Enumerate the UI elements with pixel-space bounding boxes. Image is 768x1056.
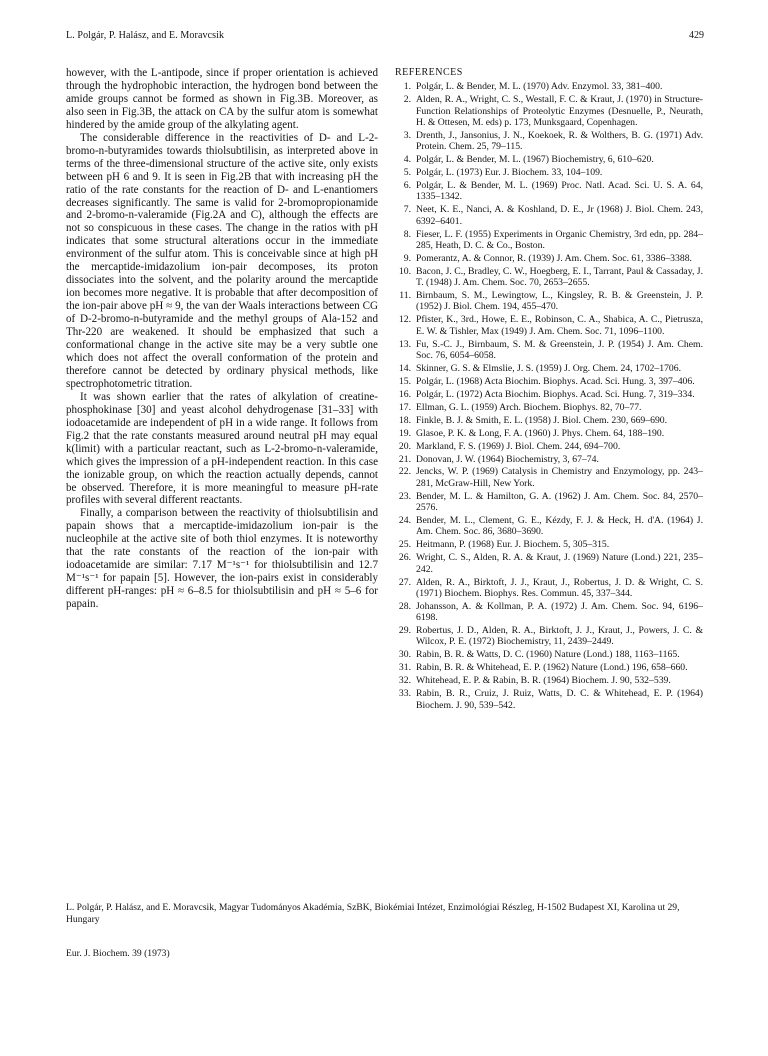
reference-number: 25.	[398, 539, 411, 551]
body-text-column	[66, 67, 378, 611]
reference-item	[395, 662, 703, 673]
reference-number: 7.	[403, 204, 411, 216]
reference-item	[395, 441, 703, 452]
reference-item	[395, 402, 703, 413]
reference-item	[395, 266, 703, 289]
reference-number: 9.	[403, 252, 411, 264]
reference-text: Alden, R. A., Birktoft, J. J., Kraut, J., Robertus, J. D. & Wright, C. S. (1971) Biochem. Biophys. Res. Commun. 45, 337–344.	[416, 576, 703, 599]
reference-item	[395, 552, 703, 575]
reference-text: Bender, M. L., Clement, G. E., Kézdy, F. J. & Heck, H. d'A. (1964) J. Am. Chem. Soc. 86, 3680–3690.	[416, 515, 703, 538]
body-paragraph: however, with the L-antipode, since if proper orientation is achieved through the hydrophobic interaction, the hydrogen bond between the amide groups cannot be formed as shown in Fig.3B. Moreover, as also seen in Fig.3B, the attack on CA by the sulfur atom is somewhat hindered by the amide group of the alkylating agent.	[66, 67, 378, 131]
reference-item	[395, 577, 703, 600]
reference-text: Wright, C. S., Alden, R. A. & Kraut, J. (1969) Nature (Lond.) 221, 235–242.	[416, 552, 703, 575]
reference-text: Polgár, L. & Bender, M. L. (1970) Adv. Enzymol. 33, 381–400.	[416, 81, 663, 93]
reference-text: Ellman, G. L. (1959) Arch. Biochem. Biophys. 82, 70–77.	[416, 401, 642, 413]
reference-item	[395, 154, 703, 165]
reference-number: 17.	[398, 401, 411, 413]
author-affiliation: L. Polgár, P. Halász, and E. Moravcsik, Magyar Tudományos Akadémia, SzBK, Biokémiai Intézet, Enzimológiai Részleg, H-1502 Budapest XI, Karolina ut 29, Hungary	[66, 902, 680, 925]
reference-item	[395, 229, 703, 252]
body-paragraph: Finally, a comparison between the reactivity of thiolsubtilisin and papain shows that a mercaptide-imidazolium ion-pair is the nucleophile at the active site of both thiol enzymes. It is noteworthy that the rate constants of the reaction of the ion-pair with iodoacetamide are similar: 7.17 M⁻¹s⁻¹ for thiolsubtilisin and 12.7 M⁻¹s⁻¹ for papain [5]. However, the ion-pairs exist in considerably different pH-ranges: pH ≈ 6–8.5 for thiolsubtilisin and pH ≈ 5–6 for papain.	[66, 507, 378, 611]
reference-item	[395, 688, 703, 711]
reference-text: Rabin, B. R., Cruiz, J. Ruiz, Watts, D. C. & Whitehead, E. P. (1964) Biochem. J. 90, 539–542.	[416, 688, 703, 711]
reference-number: 5.	[403, 167, 411, 179]
reference-text: Robertus, J. D., Alden, R. A., Birktoft, J. J., Kraut, J., Powers, J. C. & Wilcox, P. E. (1972) Biochemistry, 11, 2439–2449.	[416, 625, 703, 648]
reference-item	[395, 130, 703, 153]
reference-item	[395, 290, 703, 313]
reference-item	[395, 253, 703, 264]
reference-number: 27.	[398, 576, 411, 588]
reference-text: Drenth, J., Jansonius, J. N., Koekoek, R. & Wolthers, B. G. (1971) Adv. Protein. Chem. 25, 79–115.	[416, 129, 703, 153]
reference-text: Alden, R. A., Wright, C. S., Westall, F. C. & Kraut, J. (1970) in Structure-Function Relationships of Proteolytic Enzymes (Desnuelle, P., Neurath, H. & Ottesen, M. eds) p. 173, Munksgaard, Copenhagen.	[416, 94, 703, 128]
reference-text: Rabin, B. R. & Whitehead, E. P. (1962) Nature (Lond.) 196, 658–660.	[416, 662, 688, 674]
reference-number: 15.	[398, 375, 411, 387]
reference-item	[395, 539, 703, 550]
reference-text: Polgár, L. (1973) Eur. J. Biochem. 33, 104–109.	[416, 167, 603, 179]
reference-number: 10.	[398, 265, 411, 277]
reference-text: Fu, S.-C. J., Birnbaum, S. M. & Greenstein, J. P. (1954) J. Am. Chem. Soc. 76, 6054–6058.	[416, 338, 703, 362]
reference-item	[395, 180, 703, 203]
reference-text: Neet, K. E., Nanci, A. & Koshland, D. E., Jr (1968) J. Biol. Chem. 243, 6392–6401.	[416, 204, 703, 227]
reference-number: 2.	[403, 94, 411, 106]
reference-number: 32.	[398, 675, 411, 687]
body-paragraph: The considerable difference in the reactivities of D- and L-2-bromo-n-butyramides towards thiolsubtilisin, as interpreted above in terms of the three-dimensional structure of the active site, only exists between pH 6 and 9. It is seen in Fig.2B that with increasing pH the ratio of the rate constants for the reaction of D- and L-enantiomers decreases significantly. The same is valid for 2-bromopropionamide and 2-bromo-n-valeramide (Fig.2A and C), although the effects are not so conspicuous in these cases. The change in the ratios with pH indicates that some structural alterations occur in the immediate environment of the sulfur atom. This is conceivable since at high pH the mercaptide-imidazolium ion-pair decomposes, its proton dissociates into the solvent, and the polarity around the mercaptide ion becomes more negative. It is probable that after decomposition of the ion-pair above pH ≈ 9, the van der Waals interactions between CG of D-2-bromo-n-butyramide and the methyl groups of Ala-152 and Thr-220 are weakened. It should be emphasized that such a conformational change in the active site may be a very subtle one which does not affect the overall conformation of the protein and therefore cannot be detected by ordinary physical methods, like spectrophotometric titration.	[66, 131, 378, 390]
reference-item	[395, 601, 703, 624]
reference-text: Birnbaum, S. M., Lewingtow, L., Kingsley, R. B. & Greenstein, J. P. (1952) J. Biol. Chem. 194, 455–470.	[416, 290, 703, 313]
reference-item	[395, 491, 703, 514]
reference-number: 22.	[398, 466, 411, 478]
reference-item	[395, 376, 703, 387]
reference-text: Polgár, L. & Bender, M. L. (1969) Proc. Natl. Acad. Sci. U. S. A. 64, 1335–1342.	[416, 180, 703, 203]
reference-number: 11.	[399, 290, 411, 302]
reference-text: Glasoe, P. K. & Long, F. A. (1960) J. Phys. Chem. 64, 188–190.	[416, 427, 665, 439]
reference-number: 20.	[398, 440, 411, 452]
reference-number: 14.	[398, 362, 411, 374]
reference-number: 24.	[398, 515, 411, 527]
reference-number: 1.	[403, 81, 411, 93]
reference-number: 6.	[403, 180, 411, 192]
reference-item	[395, 454, 703, 465]
reference-item	[395, 415, 703, 426]
reference-text: Polgár, L. & Bender, M. L. (1967) Biochemistry, 6, 610–620.	[416, 154, 654, 166]
reference-number: 21.	[398, 453, 411, 465]
reference-text: Fieser, L. F. (1955) Experiments in Organic Chemistry, 3rd edn, pp. 284–285, Heath, D. C. & Co., Boston.	[416, 228, 703, 251]
reference-number: 12.	[398, 314, 411, 326]
reference-item	[395, 314, 703, 337]
reference-number: 13.	[398, 338, 411, 350]
reference-text: Pomerantz, A. & Connor, R. (1939) J. Am. Chem. Soc. 61, 3386–3388.	[416, 252, 692, 264]
reference-text: Whitehead, E. P. & Rabin, B. R. (1964) Biochem. J. 90, 532–539.	[416, 675, 671, 687]
reference-number: 33.	[398, 688, 411, 700]
reference-item	[395, 81, 703, 92]
reference-text: Pfister, K., 3rd., Howe, E. E., Robinson, C. A., Shabica, A. C., Pietrusza, E. W. & Tishler, Max (1949) J. Am. Chem. Soc. 71, 1096–1100.	[416, 314, 703, 337]
reference-text: Heitmann, P. (1968) Eur. J. Biochem. 5, 305–315.	[416, 539, 610, 551]
reference-text: Bacon, J. C., Bradley, C. W., Hoegberg, E. I., Tarrant, Paul & Cassaday, J. T. (1948) J. Am. Chem. Soc. 70, 2653–2655.	[416, 265, 703, 289]
reference-number: 18.	[398, 414, 411, 426]
reference-text: Rabin, B. R. & Watts, D. C. (1960) Nature (Lond.) 188, 1163–1165.	[416, 649, 680, 661]
body-paragraph: It was shown earlier that the rates of alkylation of creatine-phosphokinase [30] and yeast alcohol dehydrogenase [31–33] with iodoacetamide are independent of pH in a wide range. It follows from Fig.2 that the rate constants measured around neutral pH may equal k(limit) with a particular reactant, such as L-2-bromo-n-valeramide, which gives the impression of a pH-independent reaction. In this case the ionizable group, on which the reaction actually depends, cannot be observed. Therefore, it is more meaningful to measure pH-rate profiles with several different reactants.	[66, 390, 378, 507]
reference-item	[395, 363, 703, 374]
reference-number: 8.	[403, 228, 411, 240]
reference-item	[395, 625, 703, 648]
reference-text: Polgár, L. (1968) Acta Biochim. Biophys. Acad. Sci. Hung. 3, 397–406.	[416, 375, 695, 387]
reference-number: 23.	[398, 490, 411, 502]
reference-number: 19.	[398, 427, 411, 439]
reference-number: 29.	[398, 625, 411, 637]
reference-text: Polgár, L. (1972) Acta Biochim. Biophys. Acad. Sci. Hung. 7, 319–334.	[416, 388, 695, 400]
references-heading: REFERENCES	[395, 67, 463, 78]
reference-number: 3.	[403, 129, 411, 141]
reference-text: Donovan, J. W. (1964) Biochemistry, 3, 67–74.	[416, 453, 599, 465]
reference-item	[395, 94, 703, 128]
reference-text: Skinner, G. S. & Elmslie, J. S. (1959) J. Org. Chem. 24, 1702–1706.	[416, 362, 682, 374]
reference-number: 16.	[398, 388, 411, 400]
reference-item	[395, 675, 703, 686]
reference-text: Jencks, W. P. (1969) Catalysis in Chemistry and Enzymology, pp. 243–281, McGraw-Hill, New York.	[416, 466, 703, 489]
reference-item	[395, 649, 703, 660]
reference-item	[395, 428, 703, 439]
reference-text: Finkle, B. J. & Smith, E. L. (1958) J. Biol. Chem. 230, 669–690.	[416, 414, 668, 426]
reference-item	[395, 339, 703, 362]
running-header-authors: L. Polgár, P. Halász, and E. Moravcsik	[66, 30, 225, 41]
reference-number: 31.	[398, 662, 411, 674]
journal-citation-footer: Eur. J. Biochem. 39 (1973)	[66, 948, 170, 959]
reference-number: 26.	[398, 552, 411, 564]
page-number: 429	[689, 30, 704, 41]
reference-text: Markland, F. S. (1969) J. Biol. Chem. 244, 694–700.	[416, 440, 621, 452]
reference-number: 28.	[398, 600, 411, 612]
reference-item	[395, 204, 703, 227]
references-column	[395, 67, 703, 712]
reference-text: Johansson, A. & Kollman, P. A. (1972) J. Am. Chem. Soc. 94, 6196–6198.	[416, 600, 703, 624]
reference-item	[395, 167, 703, 178]
reference-item	[395, 389, 703, 400]
reference-item	[395, 515, 703, 538]
reference-text: Bender, M. L. & Hamilton, G. A. (1962) J. Am. Chem. Soc. 84, 2570–2576.	[416, 490, 703, 514]
reference-number: 4.	[403, 154, 411, 166]
reference-number: 30.	[398, 649, 411, 661]
references-list	[395, 81, 703, 711]
reference-item	[395, 466, 703, 489]
